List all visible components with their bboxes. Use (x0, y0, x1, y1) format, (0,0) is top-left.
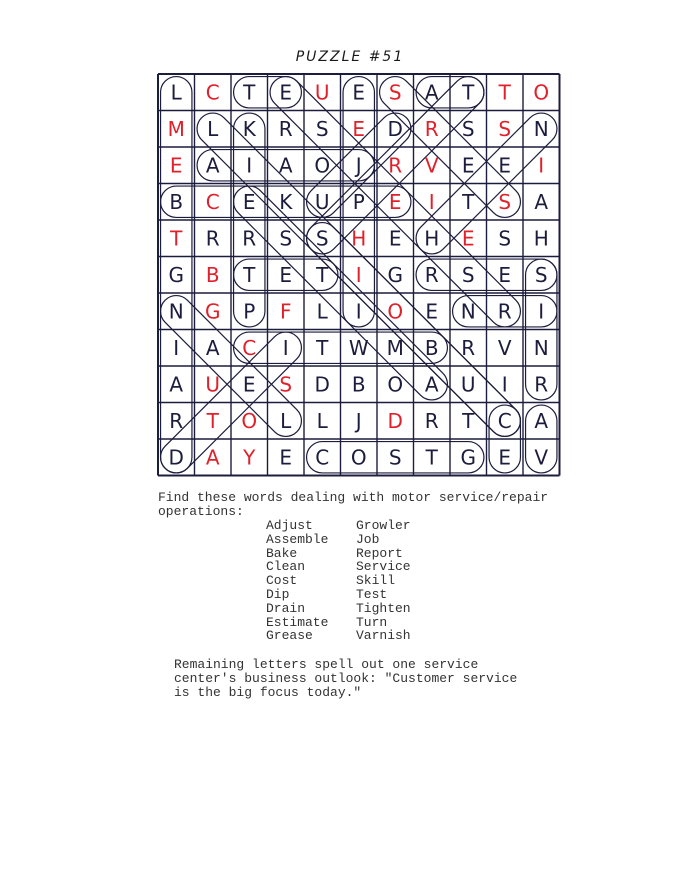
grid-letter: C (497, 408, 512, 433)
grid-letter: S (498, 116, 512, 141)
word-item: Job (356, 531, 380, 547)
word-item: Tighten (356, 600, 411, 616)
grid-letter: I (246, 153, 253, 178)
word-item: Report (356, 545, 403, 561)
grid-letter: T (498, 80, 511, 105)
word-item: Adjust (266, 518, 313, 533)
grid-letter: E (498, 153, 512, 178)
remaining-letters-note: Remaining letters spell out one service center's business outlook: "Customer service is the big focus today." (174, 657, 518, 700)
grid-letter: S (279, 226, 293, 251)
grid-letter: U (314, 80, 330, 105)
grid-letter: V (424, 153, 439, 178)
grid-letter: R (424, 116, 439, 141)
grid-letter: W (348, 335, 369, 360)
grid-letter: E (388, 226, 402, 251)
grid-letter: D (387, 116, 403, 141)
grid-letter: E (279, 80, 293, 105)
grid-letter: R (388, 153, 403, 178)
grid-letter: D (387, 408, 403, 433)
word-item: Growler (356, 518, 411, 533)
grid-letter: R (461, 335, 476, 360)
grid-letter: A (169, 372, 184, 397)
grid-letter: A (205, 445, 220, 470)
grid-letter: S (388, 445, 402, 470)
grid-letter: A (278, 153, 293, 178)
grid-letter: L (207, 116, 219, 141)
grid-letter: I (538, 153, 545, 178)
grid-letter: A (205, 335, 220, 360)
grid-letter: A (205, 153, 220, 178)
grid-letter: O (533, 80, 550, 105)
grid-letter: J (355, 408, 362, 433)
grid-letter: T (462, 408, 475, 433)
grid-letter: B (169, 189, 184, 214)
word-item: Skill (356, 573, 396, 589)
grid-letter: C (205, 189, 220, 214)
grid-letter: T (462, 80, 475, 105)
grid-letter: E (461, 153, 475, 178)
word-item: Grease (266, 628, 313, 644)
grid-letter: U (314, 189, 330, 214)
grid-letter: N (533, 116, 549, 141)
grid-letter: C (205, 80, 220, 105)
grid-letter: M (386, 335, 404, 360)
word-item: Service (356, 559, 411, 575)
grid-letter: S (315, 116, 329, 141)
grid-letter: P (243, 299, 256, 324)
grid-letter: E (242, 372, 256, 397)
grid-letter: P (352, 189, 365, 214)
word-item: Cost (266, 573, 298, 589)
grid-letter: S (315, 226, 329, 251)
grid-letter: S (461, 116, 475, 141)
grid-letter: L (280, 408, 292, 433)
grid-letter: R (242, 226, 257, 251)
grid-letter: V (534, 445, 549, 470)
grid-letter: E (169, 153, 183, 178)
grid-letter: T (425, 445, 438, 470)
grid-letter: O (314, 153, 331, 178)
grid-letter: B (205, 262, 220, 287)
grid-letter: T (316, 335, 329, 360)
puzzle-title: PUZZLE #51 (295, 49, 405, 65)
grid-letter: U (205, 372, 221, 397)
word-item: Assemble (266, 531, 329, 547)
grid-letter: K (279, 189, 293, 214)
grid-letter: I (173, 335, 180, 360)
grid-letter: A (534, 408, 549, 433)
grid-letter: T (206, 408, 219, 433)
grid-letter: T (316, 262, 329, 287)
grid-letter: I (501, 372, 508, 397)
grid-letter: S (461, 262, 475, 287)
grid-letter: G (460, 445, 476, 470)
grid-letter: B (351, 372, 366, 397)
grid-letter: S (388, 80, 402, 105)
grid-letter: I (428, 189, 435, 214)
grid-letter: K (242, 116, 256, 141)
grid-letter: T (243, 262, 256, 287)
grid-letter: O (350, 445, 367, 470)
grid-letter: S (498, 226, 512, 251)
grid-letter: S (279, 372, 293, 397)
grid-letter: J (355, 153, 362, 178)
word-item: Dip (266, 586, 290, 602)
grid-letter: S (498, 189, 512, 214)
grid-letter: C (315, 445, 330, 470)
grid-letter: R (424, 262, 439, 287)
word-item: Clean (266, 559, 306, 575)
grid-letter: T (243, 80, 256, 105)
grid-letter: I (355, 262, 362, 287)
grid-letter: E (352, 80, 366, 105)
grid-letter: E (279, 445, 293, 470)
word-item: Drain (266, 600, 306, 616)
grid-letter: M (167, 116, 185, 141)
grid-letter: C (242, 335, 257, 360)
grid-letter: Y (243, 445, 256, 470)
grid-letter: R (534, 372, 549, 397)
grid-letter: T (462, 189, 475, 214)
grid-letter: N (168, 299, 184, 324)
grid-letter: E (498, 445, 512, 470)
grid-letter: D (168, 445, 184, 470)
word-list-right (356, 519, 411, 643)
grid-letter: L (170, 80, 182, 105)
grid-letter: H (351, 226, 367, 251)
instructions: Find these words dealing with motor service/repair operations: (158, 490, 549, 519)
grid-letter: R (169, 408, 184, 433)
grid-letter: L (316, 408, 328, 433)
grid-letter: E (498, 262, 512, 287)
grid-letter: T (170, 226, 183, 251)
grid-letter: V (497, 335, 512, 360)
grid-letter: E (388, 189, 402, 214)
grid-letter: L (316, 299, 328, 324)
grid-letter: H (424, 226, 440, 251)
grid-letter: E (352, 116, 366, 141)
grid-letter: I (282, 335, 289, 360)
grid-letter: E (279, 262, 293, 287)
grid-letter: N (460, 299, 476, 324)
grid-letter: A (534, 189, 549, 214)
grid-letter: D (314, 372, 330, 397)
grid-letter: B (424, 335, 439, 360)
grid-letter: O (241, 408, 258, 433)
grid-letter: S (534, 262, 548, 287)
grid-letter: E (425, 299, 439, 324)
grid-letter: R (205, 226, 220, 251)
word-item: Bake (266, 545, 298, 561)
grid-letter: I (355, 299, 362, 324)
grid-letter: G (168, 262, 184, 287)
grid-letter: G (387, 262, 403, 287)
grid-letter: G (205, 299, 221, 324)
word-item: Turn (356, 614, 388, 630)
grid-letter: I (538, 299, 545, 324)
grid-letter: A (424, 80, 439, 105)
grid-letter: R (424, 408, 439, 433)
grid-letter: A (424, 372, 439, 397)
word-list-left (266, 519, 328, 643)
grid-letter: E (242, 189, 256, 214)
grid-letter: R (278, 116, 293, 141)
grid-letter: N (533, 335, 549, 360)
grid-letter: O (387, 299, 404, 324)
grid-letter: E (461, 226, 475, 251)
grid-letter: F (279, 299, 292, 324)
grid-letter: O (387, 372, 404, 397)
word-item: Estimate (266, 614, 329, 630)
grid-letter: H (533, 226, 549, 251)
word-item: Varnish (356, 628, 411, 644)
grid-letter: U (460, 372, 476, 397)
word-item: Test (356, 586, 388, 602)
grid-letter: R (497, 299, 512, 324)
